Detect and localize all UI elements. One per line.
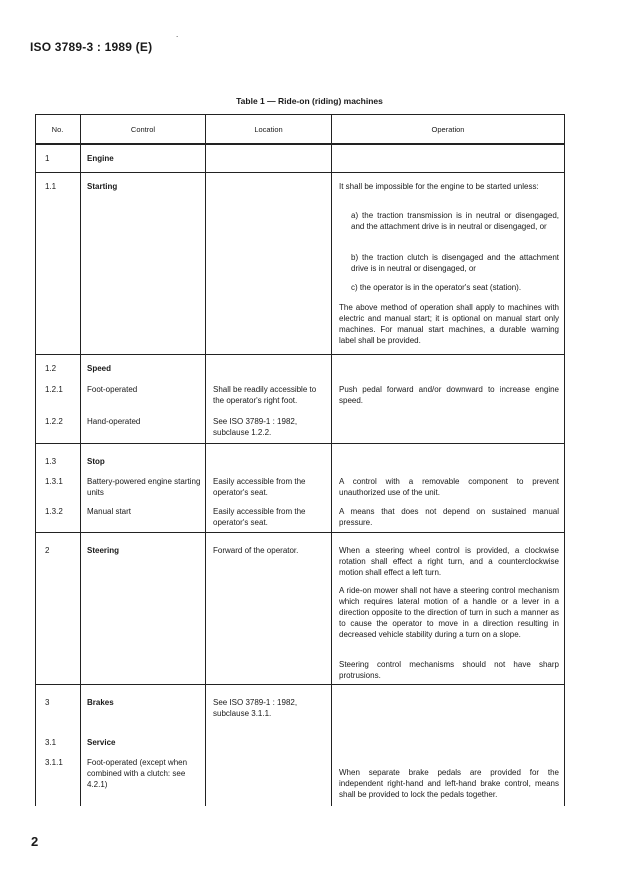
row-control: Manual start — [87, 507, 132, 516]
row-control: Battery-powered engine starting units — [87, 477, 201, 497]
row-operation: Push pedal forward and/or downward to increase engine speed. — [339, 385, 559, 405]
row-location: Forward of the operator. — [213, 546, 299, 555]
row-operation: When separate brake pedals are provided for the independent right-hand and left-hand brake control, means shall be provided to lock the pedals together. — [339, 768, 559, 799]
row-number: 3.1.1 — [45, 758, 63, 767]
row-operation: A control with a removable component to prevent unauthorized use of the unit. — [339, 477, 559, 497]
row-control: Speed — [87, 364, 112, 373]
row-number: 1 — [45, 154, 50, 163]
operation-text: A ride-on mower shall not have a steering control mechanism which requires lateral motion of a handle or a lever in a direction opposite to the direction of turn in such a manner as to cause the operator to move in a direction resulting in decreased vehicle stability during a turn on a slope. — [339, 586, 559, 639]
header-control: Control — [130, 125, 156, 134]
row-control: Brakes — [87, 698, 114, 707]
header-location: Location — [254, 125, 283, 134]
row-rule — [35, 684, 565, 685]
row-number: 1.3.1 — [45, 477, 63, 486]
operation-text: It shall be impossible for the engine to be started unless: — [339, 182, 539, 191]
row-location: Easily accessible from the operator's seat. — [213, 477, 306, 497]
table-divider-location — [331, 114, 332, 806]
operation-text: The above method of operation shall apply to machines with electric and manual start; it is optional on manual start only machines. For manual start machines, a durable warning label shall be provided. — [339, 303, 559, 345]
header-no: No. — [51, 125, 64, 134]
table-border-top — [35, 114, 565, 115]
row-number: 2 — [45, 546, 50, 555]
operation-text: Steering control mechanisms should not have sharp protrusions. — [339, 660, 559, 680]
row-control: Foot-operated — [87, 385, 138, 394]
row-operation: A means that does not depend on sustained manual pressure. — [339, 507, 559, 527]
row-control: Starting — [87, 182, 118, 191]
table-border-right — [564, 114, 565, 806]
row-number: 1.3.2 — [45, 507, 63, 516]
standard-header: ISO 3789-3 : 1989 (E) — [30, 40, 153, 54]
row-control: Stop — [87, 457, 105, 466]
row-location: See ISO 3789-1 : 1982, subclause 1.2.2. — [213, 417, 298, 437]
row-number: 1.2.1 — [45, 385, 63, 394]
row-rule — [35, 172, 565, 173]
row-control: Hand-operated — [87, 417, 141, 426]
control-table — [35, 114, 565, 806]
row-number: 3 — [45, 698, 50, 707]
header-operation: Operation — [431, 125, 465, 134]
table-divider-control — [205, 114, 206, 806]
row-control: Service — [87, 738, 116, 747]
table-border-left — [35, 114, 36, 806]
operation-item: c) the operator is in the operator's seat (station). — [351, 283, 522, 292]
row-number: 1.2 — [45, 364, 57, 373]
table-caption: Table 1 — Ride-on (riding) machines — [236, 96, 383, 106]
row-number: 1.3 — [45, 457, 57, 466]
row-rule — [35, 532, 565, 533]
scan-dot: . — [176, 30, 179, 39]
table-divider-no — [80, 114, 81, 806]
page-number: 2 — [31, 834, 39, 849]
row-rule — [35, 443, 565, 444]
row-number: 1.1 — [45, 182, 57, 191]
operation-text: When a steering wheel control is provided, a clockwise rotation shall effect a right turn, and a counterclockwise motion shall effect a left turn. — [339, 546, 559, 577]
row-control: Foot-operated (except when combined with a clutch: see 4.2.1) — [87, 758, 188, 789]
row-location: See ISO 3789-1 : 1982, subclause 3.1.1. — [213, 698, 298, 718]
row-number: 1.2.2 — [45, 417, 63, 426]
row-number: 3.1 — [45, 738, 57, 747]
row-control: Engine — [87, 154, 114, 163]
operation-item: b) the traction clutch is disengaged and the attachment drive is in neutral or disengaged, or — [351, 253, 559, 273]
row-location: Shall be readily accessible to the operator's right foot. — [213, 385, 317, 405]
row-location: Easily accessible from the operator's seat. — [213, 507, 306, 527]
operation-item: a) the traction transmission is in neutral or disengaged, and the attachment drive is in neutral or disengaged, or — [351, 211, 559, 231]
row-rule — [35, 354, 565, 355]
row-control: Steering — [87, 546, 120, 555]
header-rule — [35, 143, 565, 145]
